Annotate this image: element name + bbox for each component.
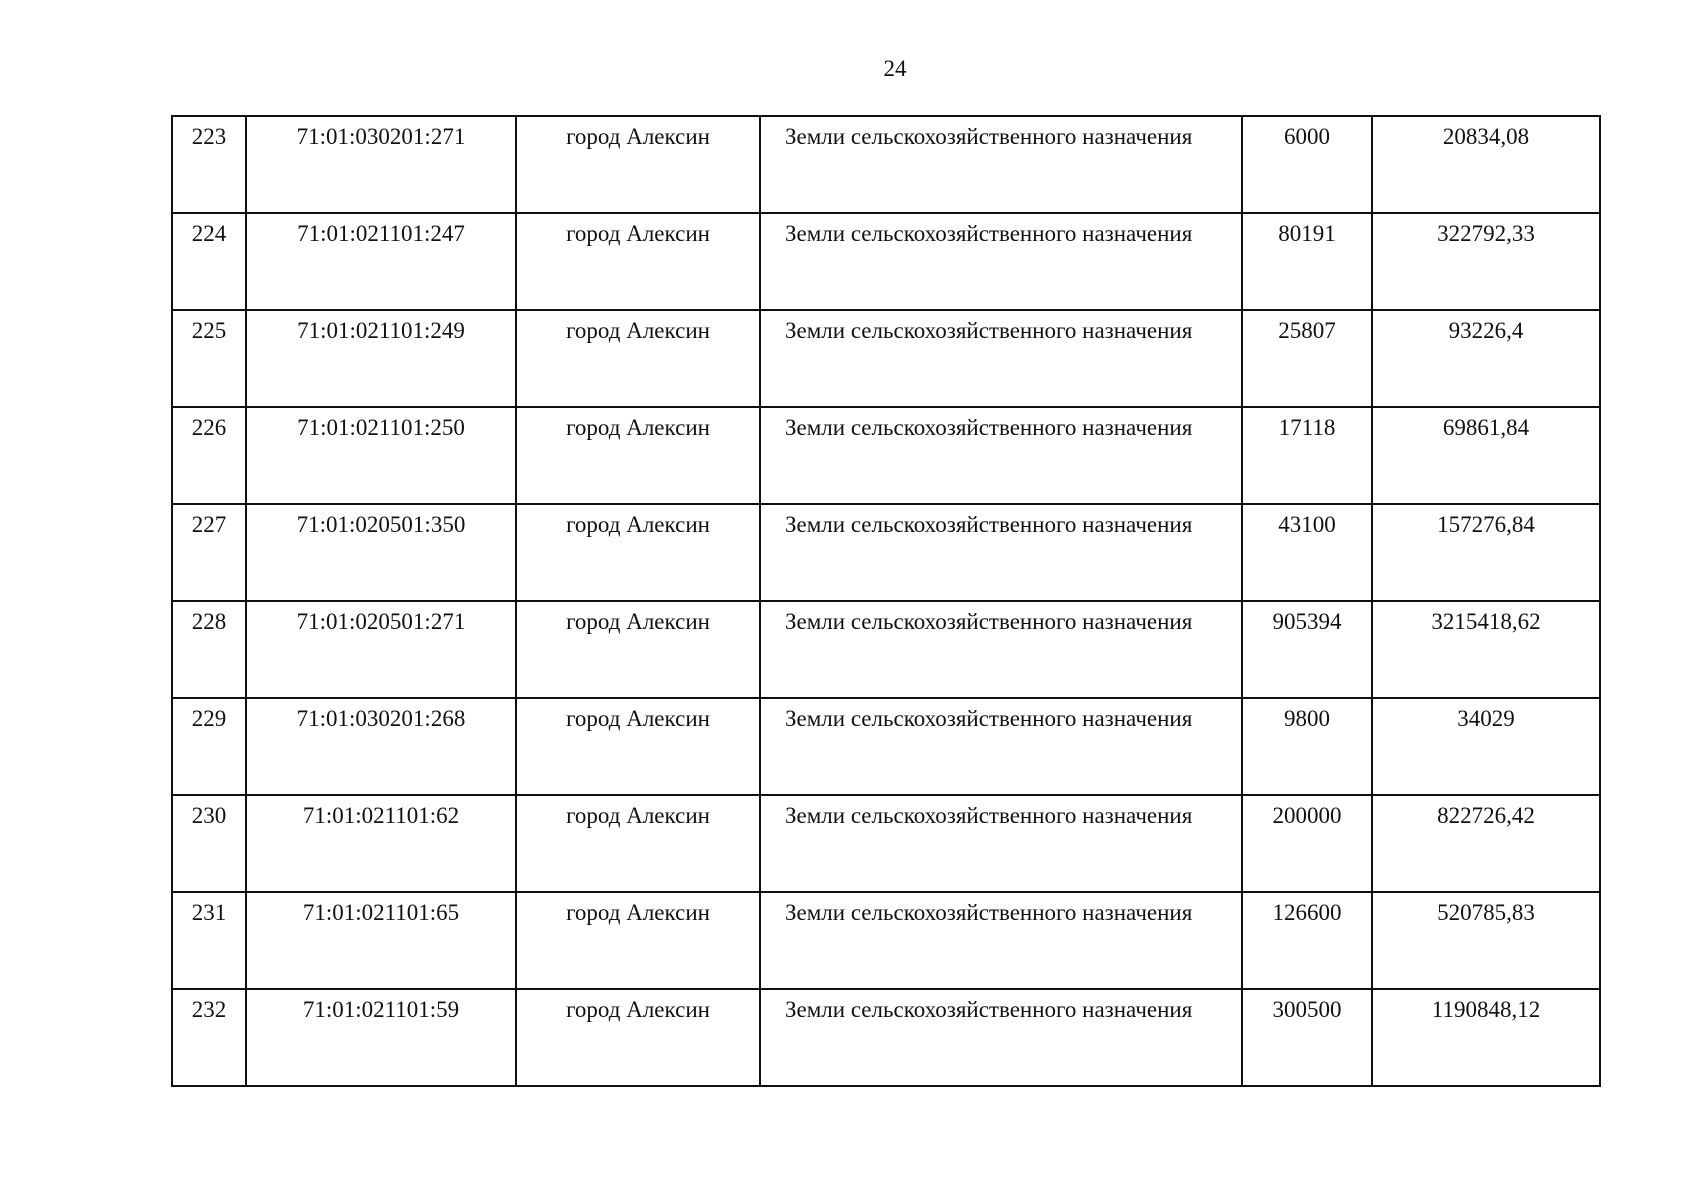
- table-row: [172, 601, 1600, 698]
- cadastral-value-cell: 69861,84: [1372, 407, 1600, 504]
- cadastral-value-cell: 93226,4: [1372, 310, 1600, 407]
- cadastral-value-cell: 322792,33: [1372, 213, 1600, 310]
- row-number-cell: 229: [172, 698, 246, 795]
- table-row: [172, 892, 1600, 989]
- land-plots-table-container: [171, 115, 1599, 1087]
- location-cell: город Алексин: [516, 892, 760, 989]
- area-cell: 905394: [1242, 601, 1372, 698]
- cadastral-value-cell: 520785,83: [1372, 892, 1600, 989]
- location-cell: город Алексин: [516, 407, 760, 504]
- land-plots-table: [171, 115, 1601, 1087]
- cadastral-value-cell: 34029: [1372, 698, 1600, 795]
- land-category-cell: Земли сельскохозяйственного назначения: [760, 601, 1242, 698]
- cadastral-number-cell: 71:01:021101:250: [246, 407, 516, 504]
- land-category-cell: Земли сельскохозяйственного назначения: [760, 116, 1242, 213]
- cadastral-value-cell: 822726,42: [1372, 795, 1600, 892]
- row-number-cell: 225: [172, 310, 246, 407]
- cadastral-value-cell: 20834,08: [1372, 116, 1600, 213]
- cadastral-number-cell: 71:01:021101:249: [246, 310, 516, 407]
- cadastral-value-cell: 3215418,62: [1372, 601, 1600, 698]
- location-cell: город Алексин: [516, 310, 760, 407]
- location-cell: город Алексин: [516, 601, 760, 698]
- cadastral-number-cell: 71:01:021101:59: [246, 989, 516, 1086]
- table-row: [172, 407, 1600, 504]
- row-number-cell: 224: [172, 213, 246, 310]
- location-cell: город Алексин: [516, 795, 760, 892]
- cadastral-number-cell: 71:01:021101:65: [246, 892, 516, 989]
- area-cell: 126600: [1242, 892, 1372, 989]
- cadastral-number-cell: 71:01:030201:268: [246, 698, 516, 795]
- page-number: 24: [883, 56, 907, 81]
- land-category-cell: Земли сельскохозяйственного назначения: [760, 213, 1242, 310]
- location-cell: город Алексин: [516, 504, 760, 601]
- table-row: [172, 310, 1600, 407]
- row-number-cell: 226: [172, 407, 246, 504]
- cadastral-value-cell: 1190848,12: [1372, 989, 1600, 1086]
- table-row: [172, 989, 1600, 1086]
- area-cell: 43100: [1242, 504, 1372, 601]
- land-category-cell: Земли сельскохозяйственного назначения: [760, 407, 1242, 504]
- location-cell: город Алексин: [516, 116, 760, 213]
- area-cell: 17118: [1242, 407, 1372, 504]
- row-number-cell: 227: [172, 504, 246, 601]
- cadastral-value-cell: 157276,84: [1372, 504, 1600, 601]
- area-cell: 25807: [1242, 310, 1372, 407]
- cadastral-number-cell: 71:01:021101:247: [246, 213, 516, 310]
- area-cell: 300500: [1242, 989, 1372, 1086]
- cadastral-number-cell: 71:01:020501:350: [246, 504, 516, 601]
- row-number-cell: 230: [172, 795, 246, 892]
- land-category-cell: Земли сельскохозяйственного назначения: [760, 698, 1242, 795]
- cadastral-number-cell: 71:01:030201:271: [246, 116, 516, 213]
- row-number-cell: 228: [172, 601, 246, 698]
- area-cell: 9800: [1242, 698, 1372, 795]
- land-category-cell: Земли сельскохозяйственного назначения: [760, 989, 1242, 1086]
- area-cell: 80191: [1242, 213, 1372, 310]
- table-body: [172, 116, 1600, 1086]
- table-row: [172, 213, 1600, 310]
- table-row: [172, 795, 1600, 892]
- table-row: [172, 698, 1600, 795]
- land-category-cell: Земли сельскохозяйственного назначения: [760, 310, 1242, 407]
- location-cell: город Алексин: [516, 989, 760, 1086]
- location-cell: город Алексин: [516, 213, 760, 310]
- area-cell: 200000: [1242, 795, 1372, 892]
- land-category-cell: Земли сельскохозяйственного назначения: [760, 892, 1242, 989]
- table-row: [172, 504, 1600, 601]
- cadastral-number-cell: 71:01:021101:62: [246, 795, 516, 892]
- cadastral-number-cell: 71:01:020501:271: [246, 601, 516, 698]
- row-number-cell: 223: [172, 116, 246, 213]
- land-category-cell: Земли сельскохозяйственного назначения: [760, 504, 1242, 601]
- location-cell: город Алексин: [516, 698, 760, 795]
- area-cell: 6000: [1242, 116, 1372, 213]
- row-number-cell: 231: [172, 892, 246, 989]
- row-number-cell: 232: [172, 989, 246, 1086]
- land-category-cell: Земли сельскохозяйственного назначения: [760, 795, 1242, 892]
- table-row: [172, 116, 1600, 213]
